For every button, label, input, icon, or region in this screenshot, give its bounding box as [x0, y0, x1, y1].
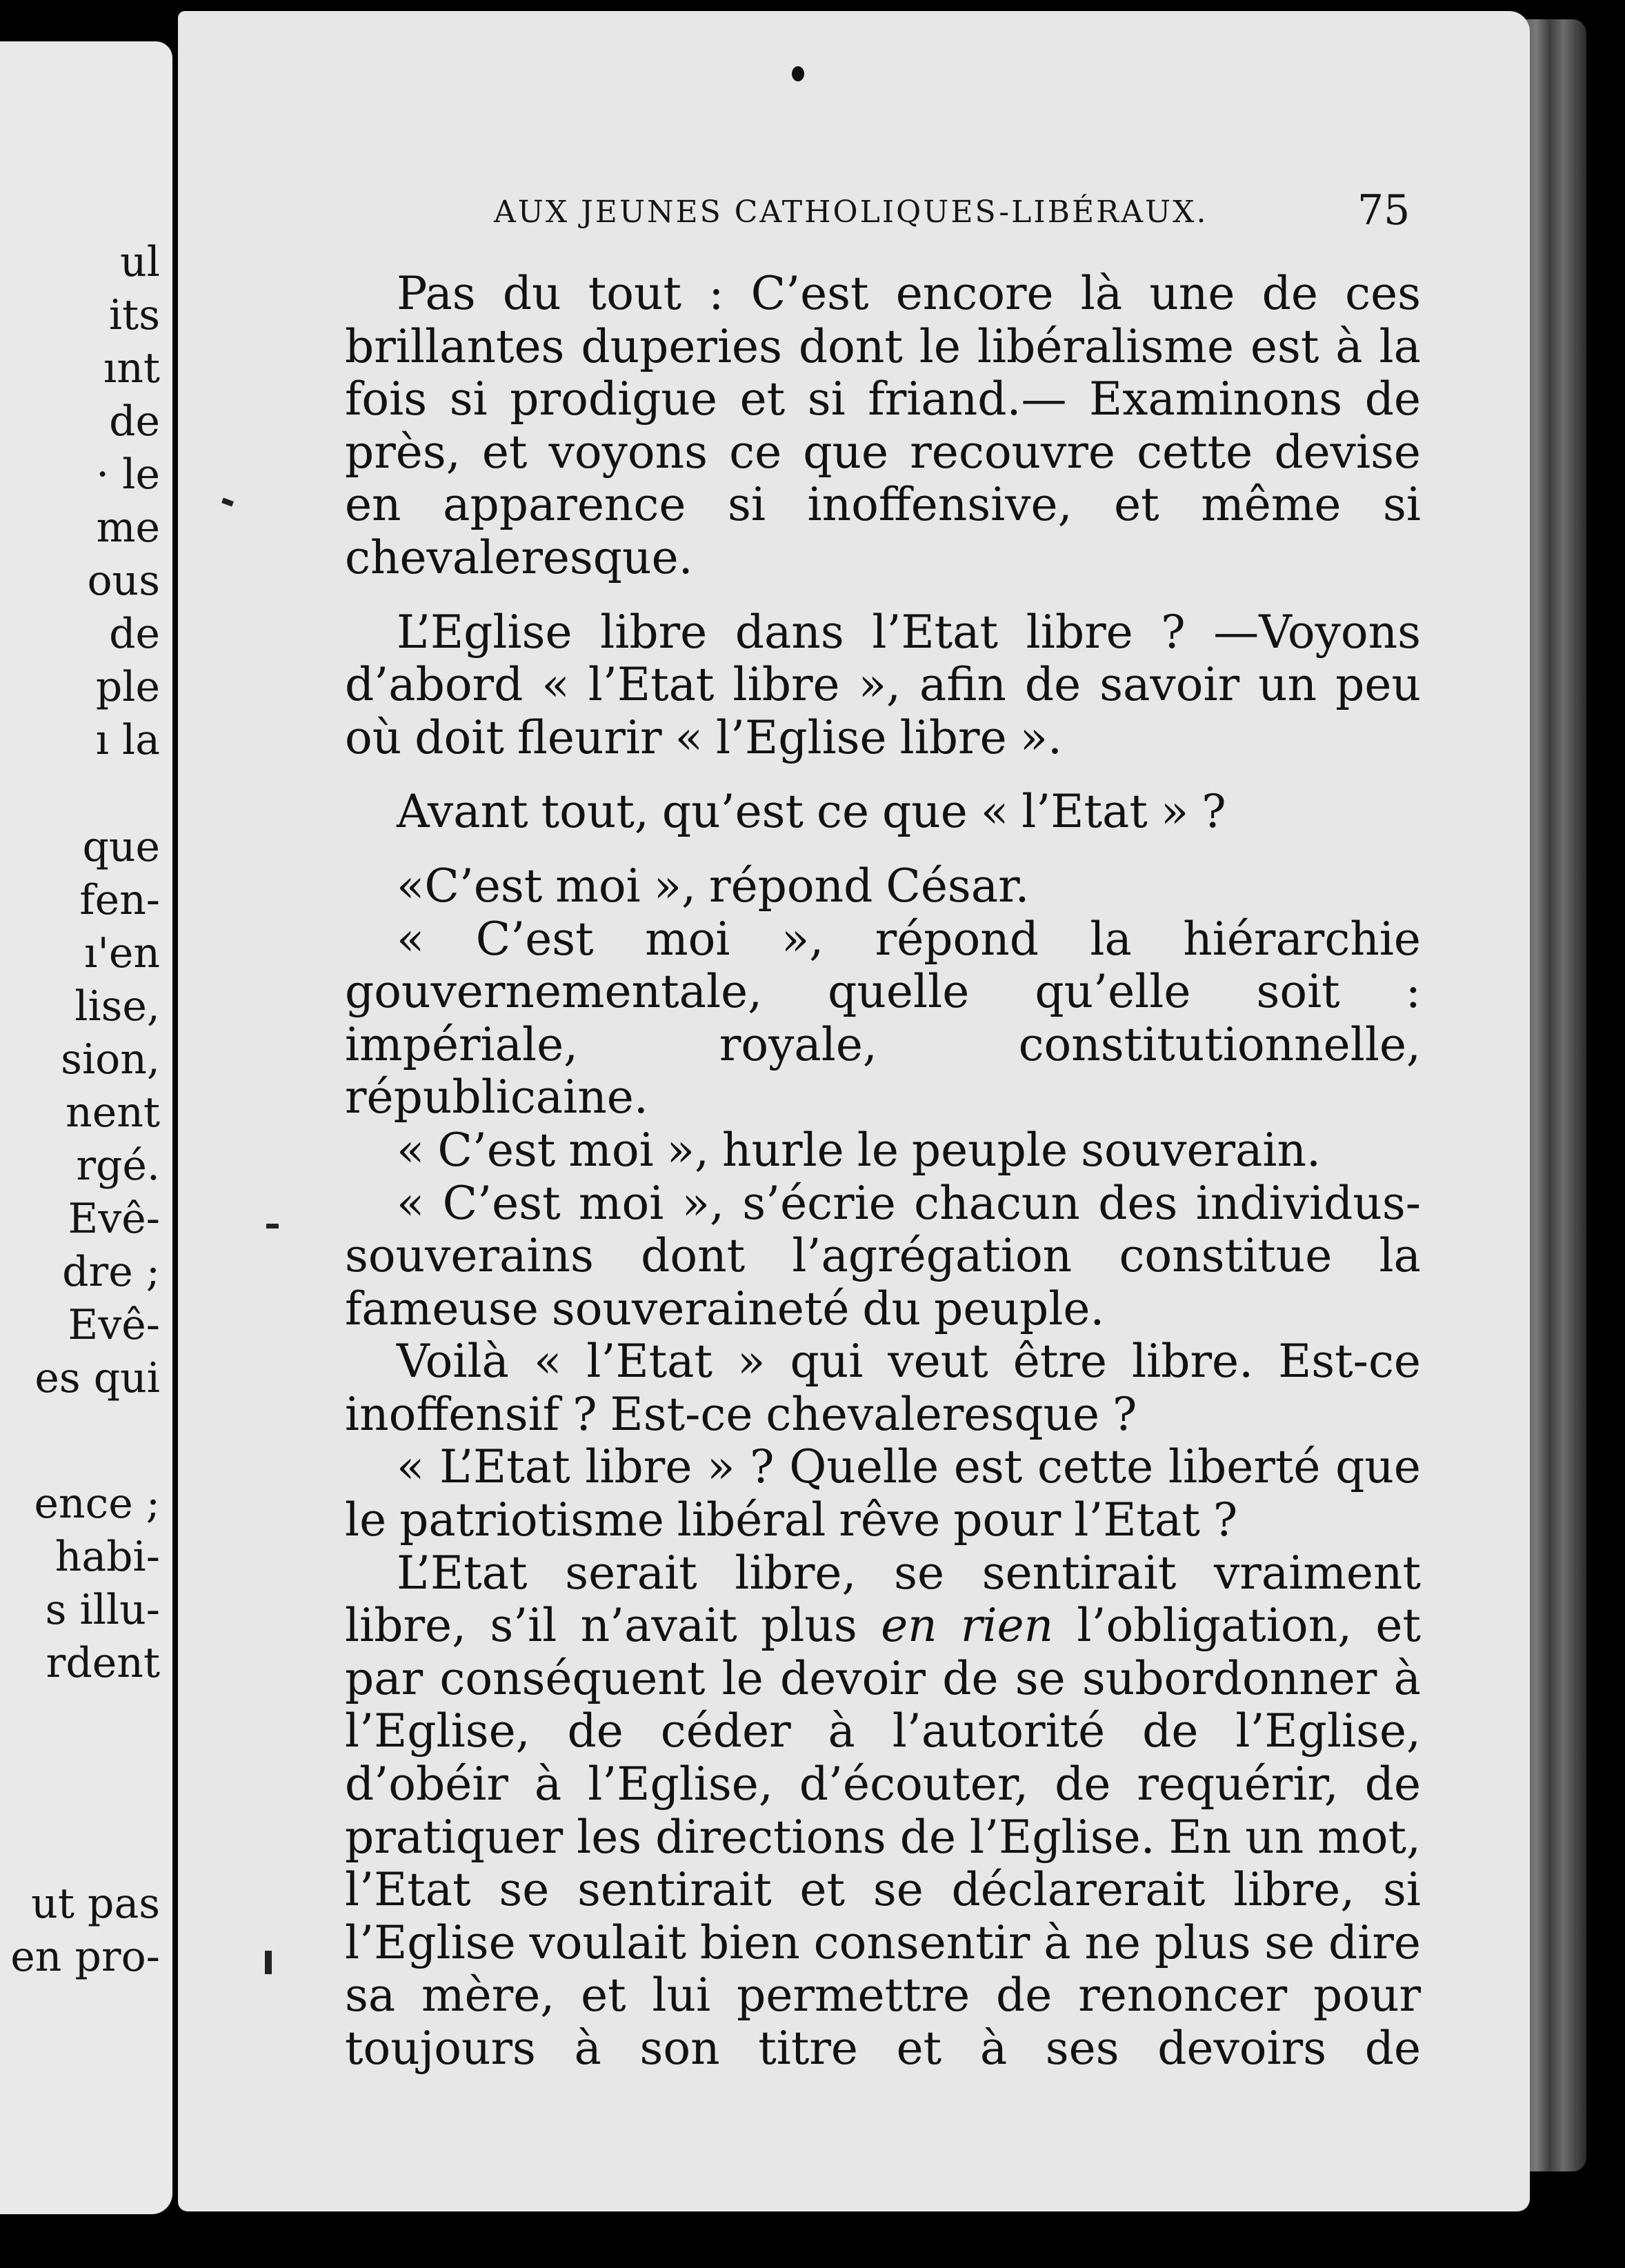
paragraph: « C’est moi », s’écrie chacun des individus-souverains dont l’agrégation constitue la fameuse souveraineté du peuple. — [345, 1176, 1421, 1335]
left-page-fragment: me — [96, 504, 160, 552]
left-page-fragment: ple — [95, 663, 160, 711]
left-page-fragment: ınt — [103, 344, 160, 392]
left-page-fragment: rdent — [46, 1639, 160, 1687]
paragraph — [345, 1547, 1421, 2076]
left-page-fragment: ous — [87, 557, 160, 605]
left-page-fragment: Evê- — [68, 1195, 160, 1243]
left-page-fragment: · le — [96, 450, 160, 499]
left-page-fragment: ı la — [95, 716, 160, 764]
paragraph: Voilà « l’Etat » qui veut être libre. Est-ce inoffensif ? Est-ce chevaleresque ? — [345, 1335, 1421, 1441]
paragraph: « C’est moi », répond la hiérarchie gouvernementale, quelle qu’elle soit : impériale, royale, constitutionnelle, républicaine. — [345, 912, 1421, 1124]
left-page-fragment: nent — [66, 1088, 160, 1137]
paragraph: «C’est moi », répond César. — [397, 859, 1030, 913]
left-facing-page — [0, 41, 172, 2214]
left-page-fragment: ence ; — [34, 1480, 160, 1528]
left-page-fragment: ut pas — [31, 1880, 160, 1928]
left-page-fragment: its — [108, 291, 160, 339]
left-page-fragment: sion, — [61, 1035, 160, 1084]
paragraph: Avant tout, qu’est ce que « l’Etat » ? — [397, 785, 1226, 839]
left-page-fragment: en pro- — [10, 1933, 160, 1981]
left-page-fragment: lise, — [74, 982, 160, 1031]
running-header: AUX JEUNES CATHOLIQUES-LIBÉRAUX. — [494, 195, 1208, 230]
left-page-fragment: s illu- — [45, 1586, 160, 1634]
italic-emphasis: en rien — [881, 1599, 1054, 1653]
left-page-fragment: es qui — [34, 1354, 160, 1402]
left-page-fragment: ı'en — [84, 929, 160, 977]
left-page-fragment: dre ; — [62, 1248, 160, 1296]
paragraph: Pas du tout : C’est encore là une de ces brillantes duperies dont le libéralisme est à la fois si prodigue et si friand.— Examinons de près, et voyons ce que recouvre cette devise en apparence si inoffensive, et même si chevaleresque. — [345, 267, 1421, 584]
scan-speck — [265, 1951, 272, 1974]
page-body — [345, 268, 1421, 2076]
paragraph: L’Eglise libre dans l’Etat libre ? —Voyons d’abord « l’Etat libre », afin de savoir un peu où doit fleurir « l’Eglise libre ». — [345, 605, 1421, 764]
left-page-fragment: Evê- — [68, 1301, 160, 1349]
left-page-fragment: habi- — [54, 1533, 160, 1581]
paragraph: « C’est moi », hurle le peuple souverain. — [397, 1123, 1322, 1177]
left-page-fragment: ul — [120, 238, 160, 286]
left-page-fragment: fen- — [79, 876, 160, 924]
paragraph-text: l’obligation, et par conséquent le devoir de se subordonner à l’Eglise, de céder à l’autorité de l’Eglise, d’obéir à l’Eglise, d’écouter, de requérir, de pratiquer les directions de l’Eglise. En un mot, l’Etat se sentirait et se déclarerait libre, si l’Eglise voulait bien consentir à ne plus se dire sa mère, et lui permettre de renoncer pour toujours à son titre et à ses devoirs de — [345, 1599, 1422, 2075]
left-page-fragment: rgé. — [76, 1142, 160, 1190]
left-page-fragment: de — [109, 397, 160, 446]
paragraph-text: L’Etat serait libre, se sentirait vraiment libre, s’il n’avait plus — [345, 1546, 1421, 1653]
scan-speck — [266, 1224, 279, 1228]
left-page-fragment: que — [82, 823, 160, 871]
left-page-fragment: de — [109, 610, 160, 658]
page-number: 75 — [1357, 186, 1410, 235]
ink-dot — [792, 66, 804, 81]
paragraph: « L’Etat libre » ? Quelle est cette liberté que le patriotisme libéral rêve pour l’Etat ? — [345, 1440, 1421, 1547]
